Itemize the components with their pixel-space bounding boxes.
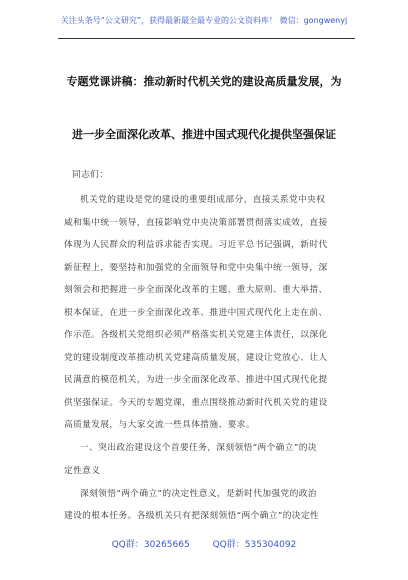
body-line: 威和集中统一领导，直接影响党中央决策部署贯彻落实成效，直接 bbox=[64, 218, 328, 228]
footer-qq-group-1: QQ群：30265665 bbox=[111, 540, 190, 550]
body-line: 建设的根本任务。各级机关只有把深刻领悟“两个确立”的决定性 bbox=[64, 511, 320, 521]
body-line: 刻领会和把握进一步全面深化改革的主题、重大原则、重大举措、 bbox=[64, 285, 328, 295]
footer-contact bbox=[0, 537, 408, 550]
body-line: 新征程上，要坚持和加强党的全面领导和党中央集中统一领导，深 bbox=[64, 263, 328, 273]
header-note: 关注头条号“公文研究”，获得最新最全最专业的公文资料库！ 微信：gongwenyj bbox=[60, 16, 348, 25]
body-line: 民满意的模范机关，为进一步全面深化改革、推进中国式现代化提 bbox=[64, 375, 328, 385]
title-line-2: 进一步全面深化改革、推进中国式现代化提供坚强保证 bbox=[72, 128, 336, 141]
body-line: 作示范。各级机关党组织必须严格落实机关党建主体责任，以深化 bbox=[64, 330, 328, 340]
section-heading-cont: 定性意义 bbox=[64, 466, 101, 476]
body-line: 体现为人民群众的利益诉求能否实现。习近平总书记强调，新时代 bbox=[64, 240, 328, 250]
body-line: 高质量发展，与大家交流一些具体措施、要求。 bbox=[64, 420, 255, 430]
body-line: 党的建设制度改革推动机关党建高质量发展，建设让党放心、让人 bbox=[64, 353, 328, 363]
header-divider bbox=[58, 38, 355, 39]
title-line-1: 专题党课讲稿：推动新时代机关党的建设高质量发展，为 bbox=[66, 75, 342, 88]
section-heading: 一、突出政治建设这个首要任务，深刻领悟“两个确立”的决 bbox=[80, 443, 317, 453]
salutation: 同志们： bbox=[72, 170, 109, 180]
footer-qq-group-2: QQ群：535304092 bbox=[212, 540, 297, 550]
body-line: 深刻领悟“两个确立”的决定性意义，是新时代加强党的政治 bbox=[80, 489, 317, 499]
body-line: 根本保证，在进一步全面深化改革、推进中国式现代化上走在前、 bbox=[64, 308, 328, 318]
body-line: 供坚强保证。今天的专题党课，重点围绕推动新时代机关党的建设 bbox=[64, 398, 328, 408]
body-line: 机关党的建设是党的建设的重要组成部分，直接关系党中央权 bbox=[80, 195, 326, 205]
